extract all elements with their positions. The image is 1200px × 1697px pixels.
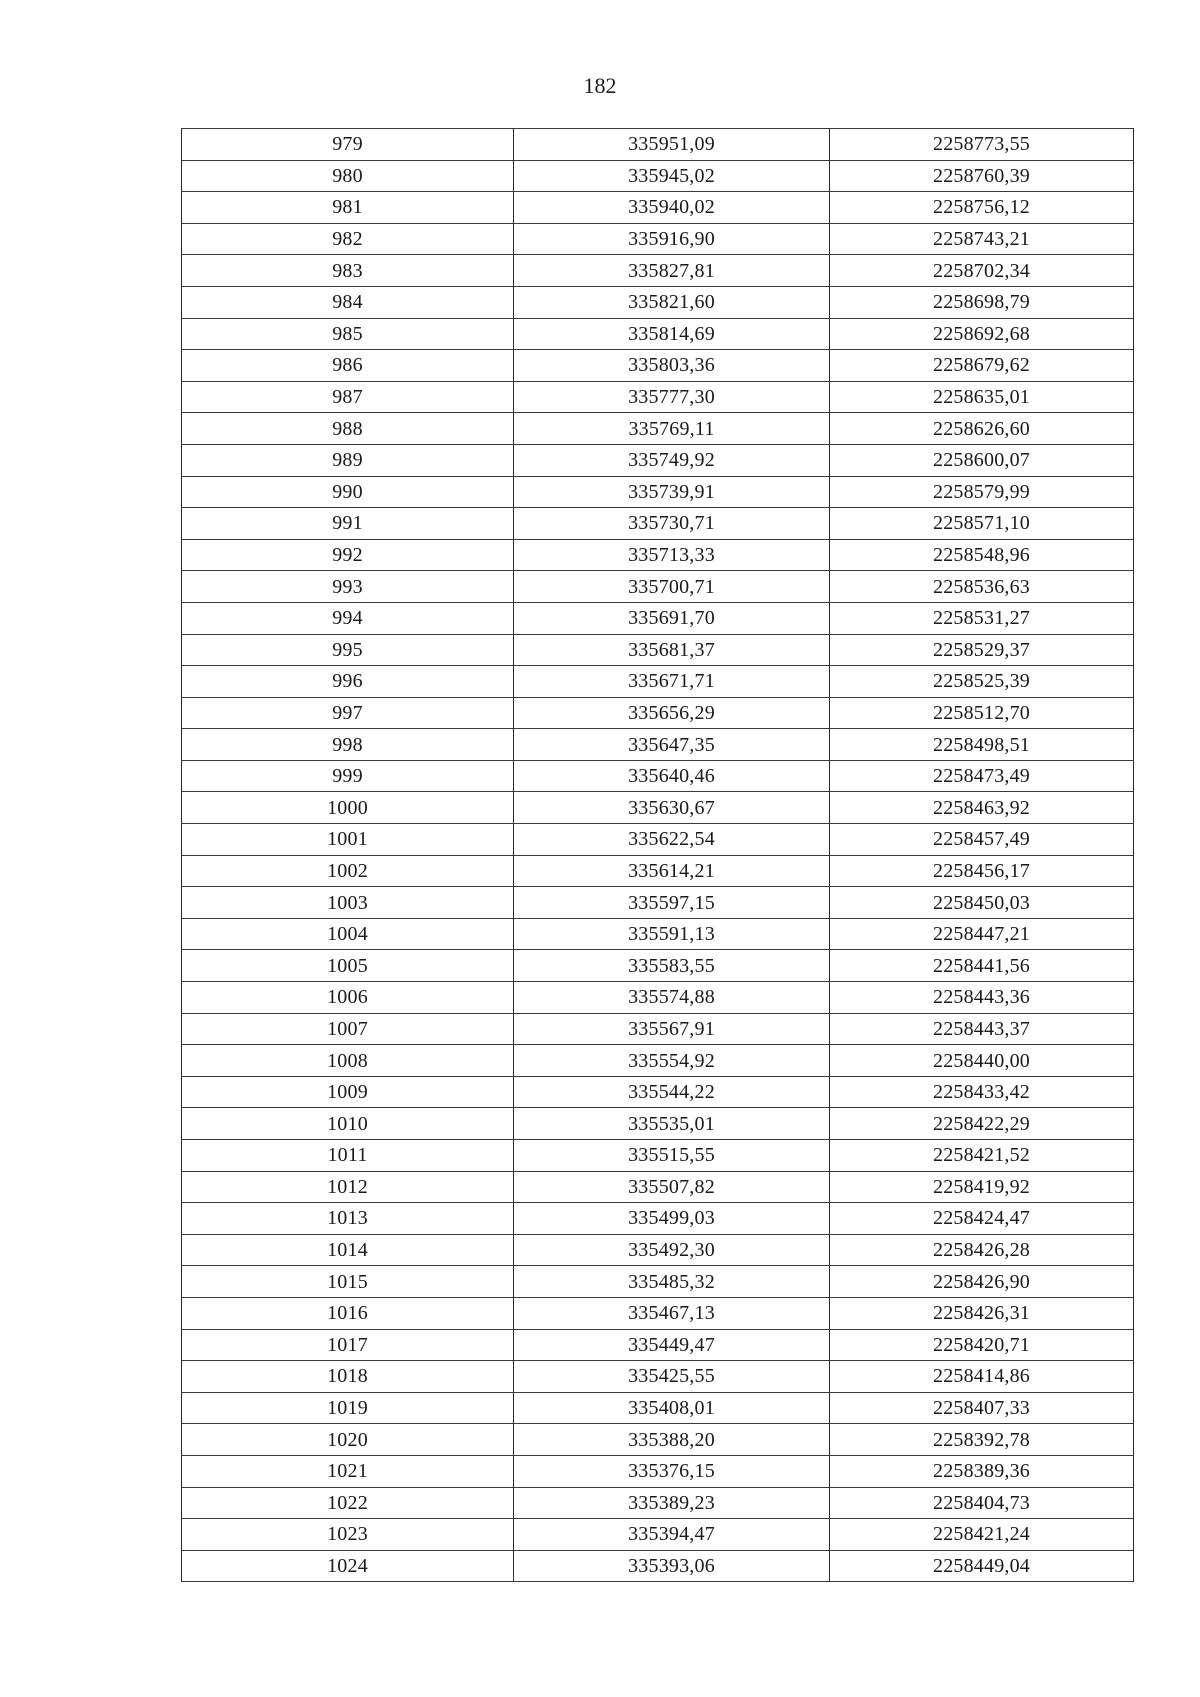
- y-coordinate-cell: 2258635,01: [830, 381, 1134, 413]
- x-coordinate-cell: 335671,71: [514, 666, 830, 698]
- coordinates-table-body: [182, 129, 1134, 1582]
- y-coordinate-cell: 2258679,62: [830, 350, 1134, 382]
- y-coordinate-cell: 2258463,92: [830, 792, 1134, 824]
- y-coordinate-cell: 2258440,00: [830, 1045, 1134, 1077]
- x-coordinate-cell: 335507,82: [514, 1171, 830, 1203]
- x-coordinate-cell: 335777,30: [514, 381, 830, 413]
- point-number-cell: 980: [182, 160, 514, 192]
- x-coordinate-cell: 335656,29: [514, 697, 830, 729]
- table-row: [182, 792, 1134, 824]
- point-number-cell: 998: [182, 729, 514, 761]
- x-coordinate-cell: 335591,13: [514, 918, 830, 950]
- point-number-cell: 990: [182, 476, 514, 508]
- y-coordinate-cell: 2258457,49: [830, 824, 1134, 856]
- y-coordinate-cell: 2258433,42: [830, 1076, 1134, 1108]
- y-coordinate-cell: 2258529,37: [830, 634, 1134, 666]
- point-number-cell: 1009: [182, 1076, 514, 1108]
- y-coordinate-cell: 2258421,24: [830, 1519, 1134, 1551]
- y-coordinate-cell: 2258389,36: [830, 1455, 1134, 1487]
- table-row: [182, 1171, 1134, 1203]
- point-number-cell: 995: [182, 634, 514, 666]
- point-number-cell: 1015: [182, 1266, 514, 1298]
- x-coordinate-cell: 335622,54: [514, 824, 830, 856]
- point-number-cell: 1008: [182, 1045, 514, 1077]
- table-row: [182, 855, 1134, 887]
- y-coordinate-cell: 2258692,68: [830, 318, 1134, 350]
- table-row: [182, 286, 1134, 318]
- x-coordinate-cell: 335739,91: [514, 476, 830, 508]
- point-number-cell: 1012: [182, 1171, 514, 1203]
- point-number-cell: 1002: [182, 855, 514, 887]
- table-row: [182, 950, 1134, 982]
- y-coordinate-cell: 2258449,04: [830, 1550, 1134, 1582]
- y-coordinate-cell: 2258443,37: [830, 1013, 1134, 1045]
- y-coordinate-cell: 2258450,03: [830, 887, 1134, 919]
- point-number-cell: 981: [182, 192, 514, 224]
- table-row: [182, 129, 1134, 161]
- point-number-cell: 1000: [182, 792, 514, 824]
- y-coordinate-cell: 2258407,33: [830, 1392, 1134, 1424]
- table-row: [182, 729, 1134, 761]
- table-row: [182, 1455, 1134, 1487]
- table-row: [182, 444, 1134, 476]
- x-coordinate-cell: 335681,37: [514, 634, 830, 666]
- x-coordinate-cell: 335713,33: [514, 539, 830, 571]
- point-number-cell: 997: [182, 697, 514, 729]
- table-row: [182, 1203, 1134, 1235]
- point-number-cell: 1014: [182, 1234, 514, 1266]
- y-coordinate-cell: 2258414,86: [830, 1361, 1134, 1393]
- table-row: [182, 1392, 1134, 1424]
- table-row: [182, 160, 1134, 192]
- y-coordinate-cell: 2258579,99: [830, 476, 1134, 508]
- x-coordinate-cell: 335597,15: [514, 887, 830, 919]
- x-coordinate-cell: 335940,02: [514, 192, 830, 224]
- x-coordinate-cell: 335691,70: [514, 602, 830, 634]
- y-coordinate-cell: 2258421,52: [830, 1140, 1134, 1172]
- point-number-cell: 999: [182, 760, 514, 792]
- table-row: [182, 1361, 1134, 1393]
- point-number-cell: 1024: [182, 1550, 514, 1582]
- point-number-cell: 1017: [182, 1329, 514, 1361]
- table-row: [182, 381, 1134, 413]
- table-row: [182, 602, 1134, 634]
- point-number-cell: 1020: [182, 1424, 514, 1456]
- table-row: [182, 1108, 1134, 1140]
- table-row: [182, 1140, 1134, 1172]
- x-coordinate-cell: 335425,55: [514, 1361, 830, 1393]
- y-coordinate-cell: 2258512,70: [830, 697, 1134, 729]
- table-row: [182, 1487, 1134, 1519]
- table-row: [182, 508, 1134, 540]
- x-coordinate-cell: 335515,55: [514, 1140, 830, 1172]
- point-number-cell: 996: [182, 666, 514, 698]
- x-coordinate-cell: 335640,46: [514, 760, 830, 792]
- x-coordinate-cell: 335567,91: [514, 1013, 830, 1045]
- point-number-cell: 1010: [182, 1108, 514, 1140]
- y-coordinate-cell: 2258419,92: [830, 1171, 1134, 1203]
- point-number-cell: 1011: [182, 1140, 514, 1172]
- x-coordinate-cell: 335614,21: [514, 855, 830, 887]
- table-row: [182, 318, 1134, 350]
- y-coordinate-cell: 2258525,39: [830, 666, 1134, 698]
- y-coordinate-cell: 2258571,10: [830, 508, 1134, 540]
- x-coordinate-cell: 335574,88: [514, 982, 830, 1014]
- x-coordinate-cell: 335394,47: [514, 1519, 830, 1551]
- table-row: [182, 223, 1134, 255]
- x-coordinate-cell: 335749,92: [514, 444, 830, 476]
- y-coordinate-cell: 2258424,47: [830, 1203, 1134, 1235]
- x-coordinate-cell: 335630,67: [514, 792, 830, 824]
- table-row: [182, 1297, 1134, 1329]
- point-number-cell: 1019: [182, 1392, 514, 1424]
- x-coordinate-cell: 335485,32: [514, 1266, 830, 1298]
- point-number-cell: 1013: [182, 1203, 514, 1235]
- x-coordinate-cell: 335376,15: [514, 1455, 830, 1487]
- y-coordinate-cell: 2258443,36: [830, 982, 1134, 1014]
- point-number-cell: 991: [182, 508, 514, 540]
- point-number-cell: 984: [182, 286, 514, 318]
- y-coordinate-cell: 2258531,27: [830, 602, 1134, 634]
- table-row: [182, 918, 1134, 950]
- y-coordinate-cell: 2258626,60: [830, 413, 1134, 445]
- x-coordinate-cell: 335388,20: [514, 1424, 830, 1456]
- y-coordinate-cell: 2258422,29: [830, 1108, 1134, 1140]
- x-coordinate-cell: 335951,09: [514, 129, 830, 161]
- table-row: [182, 1045, 1134, 1077]
- point-number-cell: 993: [182, 571, 514, 603]
- point-number-cell: 994: [182, 602, 514, 634]
- table-row: [182, 1329, 1134, 1361]
- y-coordinate-cell: 2258743,21: [830, 223, 1134, 255]
- x-coordinate-cell: 335544,22: [514, 1076, 830, 1108]
- table-row: [182, 476, 1134, 508]
- table-row: [182, 666, 1134, 698]
- y-coordinate-cell: 2258702,34: [830, 255, 1134, 287]
- point-number-cell: 988: [182, 413, 514, 445]
- y-coordinate-cell: 2258420,71: [830, 1329, 1134, 1361]
- y-coordinate-cell: 2258426,28: [830, 1234, 1134, 1266]
- y-coordinate-cell: 2258441,56: [830, 950, 1134, 982]
- y-coordinate-cell: 2258392,78: [830, 1424, 1134, 1456]
- y-coordinate-cell: 2258698,79: [830, 286, 1134, 318]
- y-coordinate-cell: 2258773,55: [830, 129, 1134, 161]
- coordinates-table: [181, 128, 1134, 1582]
- point-number-cell: 1023: [182, 1519, 514, 1551]
- table-row: [182, 1550, 1134, 1582]
- point-number-cell: 1003: [182, 887, 514, 919]
- x-coordinate-cell: 335945,02: [514, 160, 830, 192]
- table-row: [182, 697, 1134, 729]
- x-coordinate-cell: 335700,71: [514, 571, 830, 603]
- table-row: [182, 634, 1134, 666]
- y-coordinate-cell: 2258404,73: [830, 1487, 1134, 1519]
- table-row: [182, 1424, 1134, 1456]
- x-coordinate-cell: 335408,01: [514, 1392, 830, 1424]
- y-coordinate-cell: 2258426,31: [830, 1297, 1134, 1329]
- x-coordinate-cell: 335389,23: [514, 1487, 830, 1519]
- x-coordinate-cell: 335583,55: [514, 950, 830, 982]
- table-row: [182, 413, 1134, 445]
- y-coordinate-cell: 2258447,21: [830, 918, 1134, 950]
- table-row: [182, 350, 1134, 382]
- point-number-cell: 1021: [182, 1455, 514, 1487]
- y-coordinate-cell: 2258456,17: [830, 855, 1134, 887]
- table-row: [182, 1234, 1134, 1266]
- y-coordinate-cell: 2258548,96: [830, 539, 1134, 571]
- x-coordinate-cell: 335554,92: [514, 1045, 830, 1077]
- x-coordinate-cell: 335814,69: [514, 318, 830, 350]
- point-number-cell: 1007: [182, 1013, 514, 1045]
- x-coordinate-cell: 335827,81: [514, 255, 830, 287]
- point-number-cell: 1016: [182, 1297, 514, 1329]
- y-coordinate-cell: 2258600,07: [830, 444, 1134, 476]
- point-number-cell: 983: [182, 255, 514, 287]
- point-number-cell: 1001: [182, 824, 514, 856]
- y-coordinate-cell: 2258756,12: [830, 192, 1134, 224]
- x-coordinate-cell: 335769,11: [514, 413, 830, 445]
- point-number-cell: 986: [182, 350, 514, 382]
- point-number-cell: 985: [182, 318, 514, 350]
- x-coordinate-cell: 335730,71: [514, 508, 830, 540]
- point-number-cell: 979: [182, 129, 514, 161]
- table-row: [182, 1076, 1134, 1108]
- x-coordinate-cell: 335535,01: [514, 1108, 830, 1140]
- x-coordinate-cell: 335449,47: [514, 1329, 830, 1361]
- x-coordinate-cell: 335916,90: [514, 223, 830, 255]
- y-coordinate-cell: 2258498,51: [830, 729, 1134, 761]
- table-row: [182, 887, 1134, 919]
- x-coordinate-cell: 335803,36: [514, 350, 830, 382]
- y-coordinate-cell: 2258473,49: [830, 760, 1134, 792]
- x-coordinate-cell: 335647,35: [514, 729, 830, 761]
- table-row: [182, 760, 1134, 792]
- point-number-cell: 989: [182, 444, 514, 476]
- point-number-cell: 1004: [182, 918, 514, 950]
- point-number-cell: 1022: [182, 1487, 514, 1519]
- point-number-cell: 1005: [182, 950, 514, 982]
- table-row: [182, 539, 1134, 571]
- table-row: [182, 1013, 1134, 1045]
- table-row: [182, 192, 1134, 224]
- table-row: [182, 1266, 1134, 1298]
- point-number-cell: 992: [182, 539, 514, 571]
- y-coordinate-cell: 2258426,90: [830, 1266, 1134, 1298]
- x-coordinate-cell: 335499,03: [514, 1203, 830, 1235]
- table-row: [182, 824, 1134, 856]
- point-number-cell: 987: [182, 381, 514, 413]
- point-number-cell: 1006: [182, 982, 514, 1014]
- y-coordinate-cell: 2258536,63: [830, 571, 1134, 603]
- x-coordinate-cell: 335492,30: [514, 1234, 830, 1266]
- table-row: [182, 1519, 1134, 1551]
- x-coordinate-cell: 335467,13: [514, 1297, 830, 1329]
- x-coordinate-cell: 335393,06: [514, 1550, 830, 1582]
- x-coordinate-cell: 335821,60: [514, 286, 830, 318]
- point-number-cell: 982: [182, 223, 514, 255]
- table-row: [182, 255, 1134, 287]
- table-row: [182, 571, 1134, 603]
- page-number: 182: [583, 73, 617, 98]
- point-number-cell: 1018: [182, 1361, 514, 1393]
- table-row: [182, 982, 1134, 1014]
- y-coordinate-cell: 2258760,39: [830, 160, 1134, 192]
